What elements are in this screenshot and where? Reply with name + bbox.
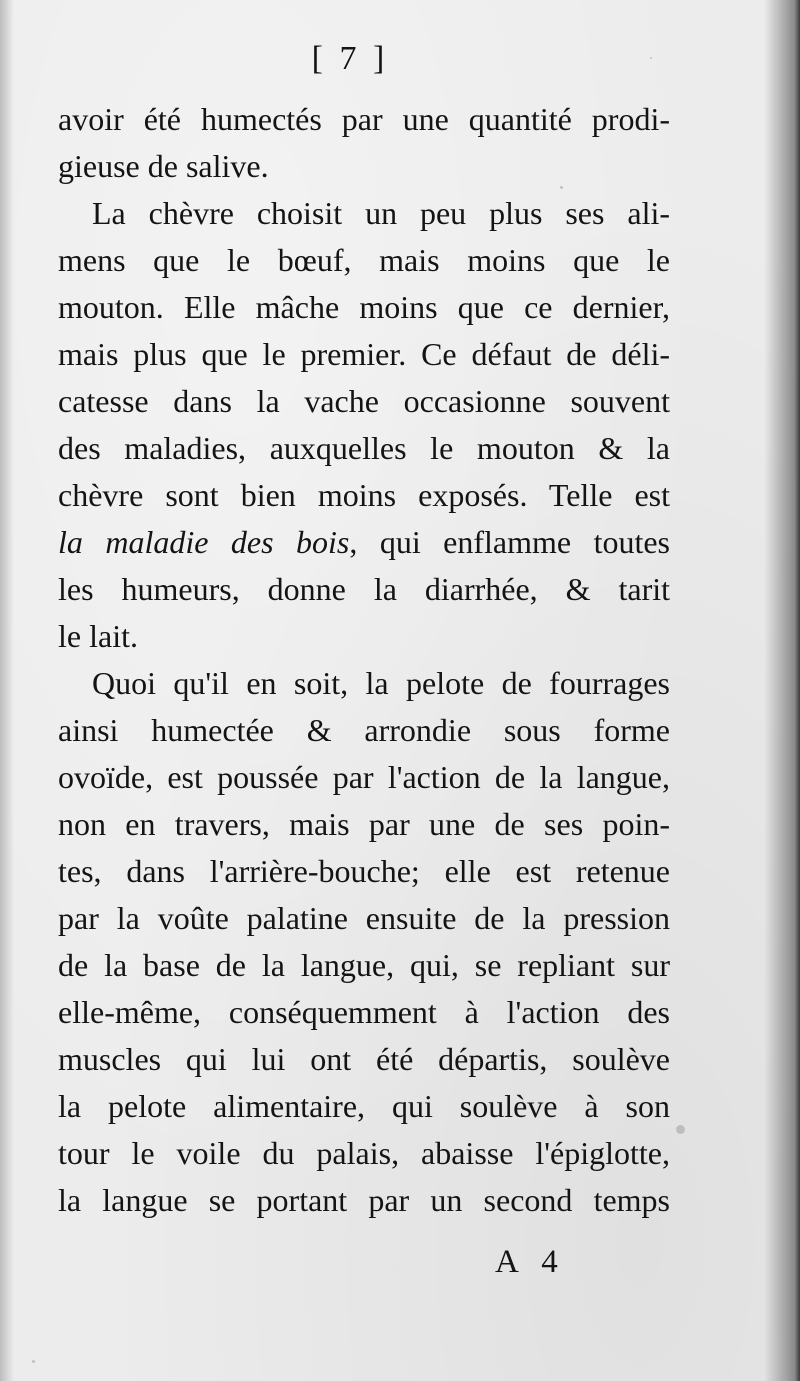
text-line: chèvre sont bien moins exposés. Telle est [58,477,670,513]
paper-speck [676,1125,685,1134]
text-line: gieuse de salive. [58,148,269,184]
text-line: mais plus que le premier. Ce défaut de déli- [58,336,670,372]
text-line: tes, dans l'arrière-bouche; elle est retenue [58,853,670,889]
signature-mark: A 4 [495,1244,566,1280]
page-number: [ 7 ] [311,40,389,77]
text-line: la pelote alimentaire, qui soulève à son [58,1088,670,1124]
page-left-shadow [0,0,14,1381]
text-line-italic [58,519,670,566]
text-line: mouton. Elle mâche moins que ce dernier, [58,289,670,325]
text-line: avoir été humectés par une quantité prodi- [58,101,670,137]
text-line: Quoi qu'il en soit, la pelote de fourrages [92,665,670,701]
text-line: catesse dans la vache occasionne souvent [58,383,670,419]
text-line: ainsi humectée & arrondie sous forme [58,712,670,748]
text-line: muscles qui lui ont été départis, soulève [58,1041,670,1077]
text-line: ovoïde, est poussée par l'action de la langue, [58,759,670,795]
text-line: non en travers, mais par une de ses poin- [58,806,670,842]
line-rest: , qui enflamme toutes [349,524,670,560]
text-line: elle-même, conséquemment à l'action des [58,994,670,1030]
text-line: les humeurs, donne la diarrhée, & tarit [58,571,670,607]
text-line: par la voûte palatine ensuite de la pression [58,900,670,936]
text-line: La chèvre choisit un peu plus ses ali- [92,195,670,231]
text-line: le lait. [58,618,138,654]
text-line: la langue se portant par un second temps [58,1182,670,1218]
body-text [58,96,670,1224]
text-line: de la base de la langue, qui, se repliant sur [58,947,670,983]
paper-speck [32,1360,35,1363]
text-line: mens que le bœuf, mais moins que le [58,242,670,278]
text-line: tour le voile du palais, abaisse l'épiglotte, [58,1135,670,1171]
text-line: des maladies, auxquelles le mouton & la [58,430,670,466]
page-right-shadow [764,0,800,1381]
italic-phrase: la maladie des bois [58,524,350,560]
